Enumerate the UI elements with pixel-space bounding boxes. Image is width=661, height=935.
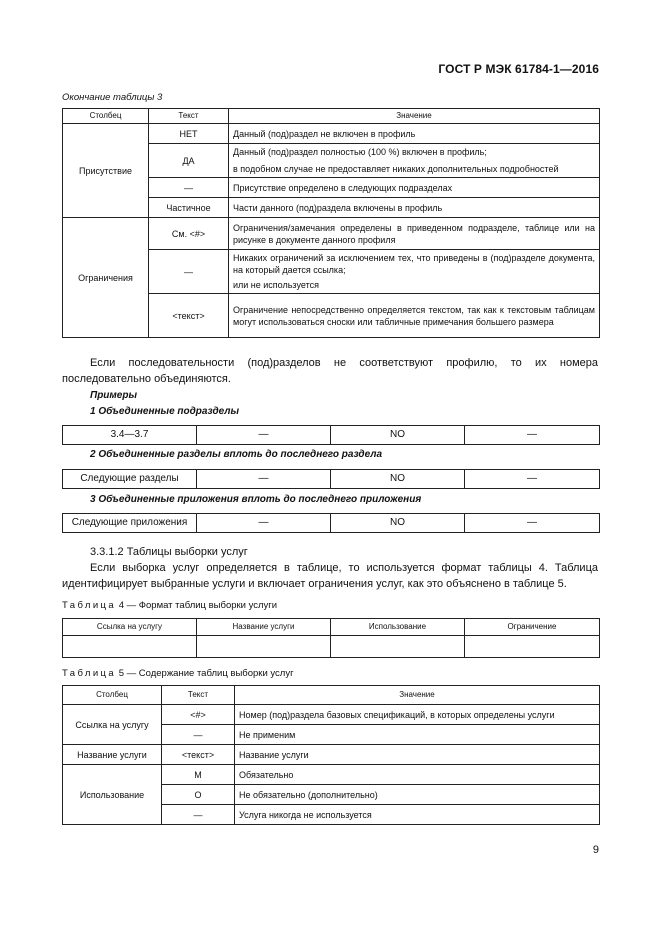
table3-cell-text: — bbox=[149, 178, 229, 198]
table5-header-column: Столбец bbox=[63, 686, 162, 705]
table4-empty-cell bbox=[331, 636, 465, 658]
page-number: 9 bbox=[592, 844, 599, 856]
table4-empty-cell bbox=[465, 636, 600, 658]
table4-header: Ссылка на услугу bbox=[63, 619, 197, 636]
table3-cell-text: <текст> bbox=[149, 294, 229, 338]
table5-label: Таблица bbox=[62, 668, 117, 679]
table3-cell-value: или не используется bbox=[229, 278, 600, 294]
standard-designation: ГОСТ Р МЭК 61784-1—2016 bbox=[438, 62, 599, 76]
table5-group: Название услуги bbox=[63, 745, 162, 765]
example3-table bbox=[62, 513, 600, 533]
table3-caption: Окончание таблицы 3 bbox=[62, 92, 163, 103]
table3-cell-value: Ограничение непосредственно определяется текстом, так как к текстовым таблицам могут использоваться сноски или табличные примечания большего размера bbox=[229, 294, 600, 338]
section-heading: 3.3.1.2 Таблицы выборки услуг bbox=[90, 546, 248, 558]
table3-group-restrictions: Ограничения bbox=[63, 218, 149, 338]
example2-cell: Следующие разделы bbox=[63, 470, 197, 489]
table5-group: Использование bbox=[63, 765, 162, 825]
example1-cell: 3.4—3.7 bbox=[63, 426, 197, 445]
table4-caption bbox=[62, 600, 277, 611]
table3-header-text: Текст bbox=[149, 109, 229, 124]
table4-label: Таблица bbox=[62, 600, 117, 611]
table5-caption bbox=[62, 668, 294, 679]
examples-title: Примеры bbox=[90, 390, 138, 401]
example1-cell: — bbox=[465, 426, 600, 445]
table3-cell-text: — bbox=[149, 250, 229, 294]
example3-cell: NO bbox=[331, 514, 465, 533]
example3-title: 3 Объединенные приложения вплоть до последнего приложения bbox=[90, 494, 422, 505]
example3-cell: — bbox=[465, 514, 600, 533]
table5-cell-text: — bbox=[162, 725, 235, 745]
table3-cell-value: Данный (под)раздел полностью (100 %) включен в профиль; bbox=[229, 144, 600, 161]
table3-header-column: Столбец bbox=[63, 109, 149, 124]
table3-cell-text: НЕТ bbox=[149, 124, 229, 144]
example1-cell: NO bbox=[331, 426, 465, 445]
example2-title: 2 Объединенные разделы вплоть до последнего раздела bbox=[90, 449, 383, 460]
table3-cell-value: Присутствие определено в следующих подразделах bbox=[229, 178, 600, 198]
table-4 bbox=[62, 618, 600, 658]
example1-cell: — bbox=[197, 426, 331, 445]
table5-group: Ссылка на услугу bbox=[63, 705, 162, 745]
table4-number: 4 bbox=[118, 600, 124, 611]
table3-cell-value: Никаких ограничений за исключением тех, что приведены в (под)разделе документа, на который дается ссылка; bbox=[229, 250, 600, 278]
table3-group-presence: Присутствие bbox=[63, 124, 149, 218]
table5-cell-value: Не обязательно (дополнительно) bbox=[235, 785, 600, 805]
example2-table bbox=[62, 469, 600, 489]
table5-header-value: Значение bbox=[235, 686, 600, 705]
table5-header-text: Текст bbox=[162, 686, 235, 705]
example2-cell: — bbox=[197, 470, 331, 489]
table5-title: — Содержание таблиц выборки услуг bbox=[126, 668, 294, 679]
paragraph-sequences: Если последовательности (под)разделов не соответствуют профилю, то их номера последовательно объединяются. bbox=[62, 357, 598, 385]
table5-cell-text: M bbox=[162, 765, 235, 785]
table5-cell-value: Услуга никогда не используется bbox=[235, 805, 600, 825]
example1-table bbox=[62, 425, 600, 445]
table5-cell-value: Не применим bbox=[235, 725, 600, 745]
table5-cell-text: <#> bbox=[162, 705, 235, 725]
table5-cell-text: <текст> bbox=[162, 745, 235, 765]
table3-cell-text: Частичное bbox=[149, 198, 229, 218]
table4-header: Использование bbox=[331, 619, 465, 636]
table4-empty-cell bbox=[63, 636, 197, 658]
table4-header: Ограничение bbox=[465, 619, 600, 636]
table5-cell-value: Номер (под)раздела базовых спецификаций, в которых определены услуги bbox=[235, 705, 600, 725]
table5-cell-value: Название услуги bbox=[235, 745, 600, 765]
table5-cell-text: — bbox=[162, 805, 235, 825]
example3-cell: Следующие приложения bbox=[63, 514, 197, 533]
table5-cell-text: O bbox=[162, 785, 235, 805]
table-5 bbox=[62, 685, 600, 825]
table4-header: Название услуги bbox=[197, 619, 331, 636]
table5-cell-value: Обязательно bbox=[235, 765, 600, 785]
example2-cell: — bbox=[465, 470, 600, 489]
table3-cell-value: Ограничения/замечания определены в приведенном подразделе, таблице или на рисунке в документе данного профиля bbox=[229, 218, 600, 250]
example3-cell: — bbox=[197, 514, 331, 533]
table3-cell-value: в подобном случае не предоставляет никаких дополнительных подробностей bbox=[229, 161, 600, 178]
table3-cell-value: Части данного (под)раздела включены в профиль bbox=[229, 198, 600, 218]
example1-title: 1 Объединенные подразделы bbox=[90, 406, 240, 417]
table4-title: — Формат таблиц выборки услуги bbox=[126, 600, 278, 611]
table3-cell-text: См. <#> bbox=[149, 218, 229, 250]
table3-cell-value: Данный (под)раздел не включен в профиль bbox=[229, 124, 600, 144]
section-text: Если выборка услуг определяется в таблице, то используется формат таблицы 4. Таблица идентифицирует выбранные услуги и включает ограничения услуг, как это объяснено в таблице 5. bbox=[62, 562, 598, 590]
table3-header-value: Значение bbox=[229, 109, 600, 124]
table3-cell-text: ДА bbox=[149, 144, 229, 178]
table5-number: 5 bbox=[118, 668, 124, 679]
table4-empty-cell bbox=[197, 636, 331, 658]
example2-cell: NO bbox=[331, 470, 465, 489]
table-3 bbox=[62, 108, 600, 338]
